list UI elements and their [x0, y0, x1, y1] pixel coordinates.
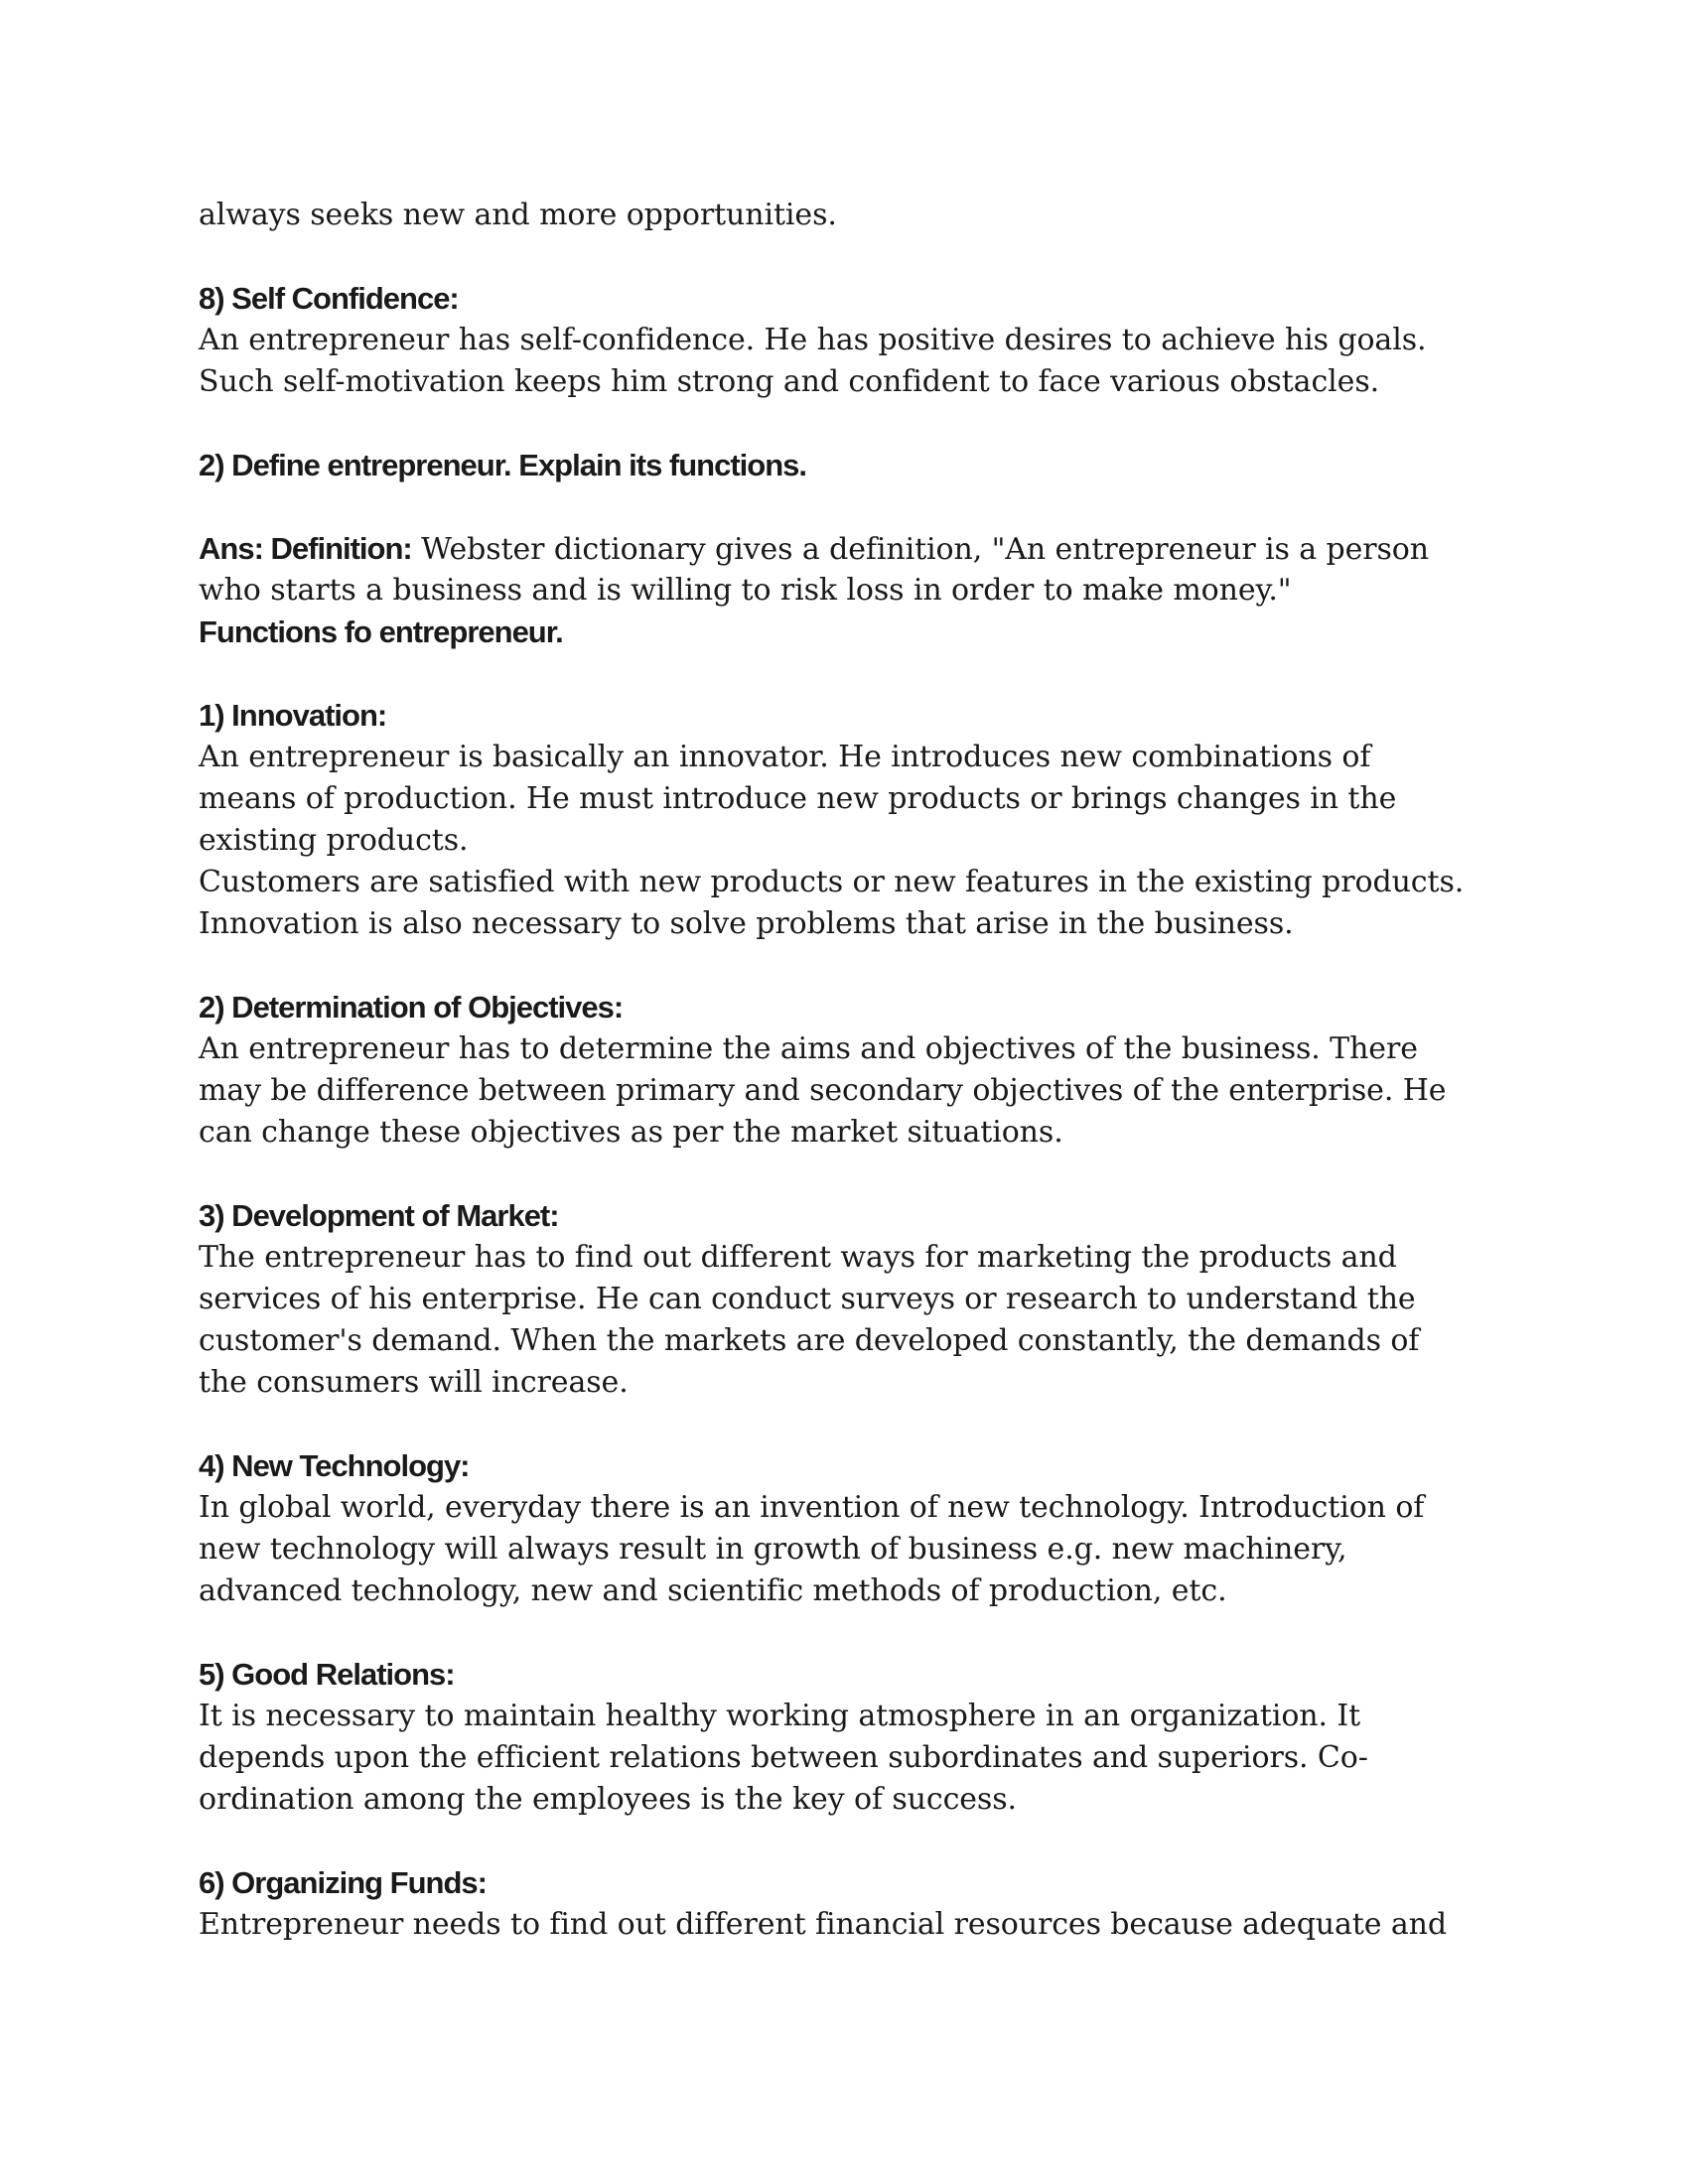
question-heading: 2) Define entrepreneur. Explain its functions.	[199, 448, 807, 482]
spacer	[199, 1821, 1489, 1862]
section-line: the consumers will increase.	[199, 1365, 629, 1400]
answer-definition-text: Webster dictionary gives a definition, "An entrepreneur is a person	[411, 532, 1429, 567]
section-heading-innovation: 1) Innovation:	[199, 698, 387, 733]
section-line: An entrepreneur has to determine the aims and objectives of the business. There	[199, 1031, 1418, 1066]
section-line: can change these objectives as per the market situations.	[199, 1115, 1063, 1150]
section-heading-relations: 5) Good Relations:	[199, 1657, 455, 1692]
spacer	[199, 486, 1489, 528]
self-confidence-line-2: Such self-motivation keeps him strong and confident to face various obstacles.	[199, 364, 1380, 399]
answer-line-2: who starts a business and is willing to risk loss in order to make money."	[199, 573, 1292, 608]
section-heading-funds: 6) Organizing Funds:	[199, 1865, 487, 1900]
spacer	[199, 1404, 1489, 1445]
section-line: means of production. He must introduce new products or brings changes in the	[199, 781, 1397, 816]
section-line: Customers are satisfied with new products or new features in the existing products.	[199, 865, 1465, 899]
section-line: existing products.	[199, 823, 469, 858]
section-line: depends upon the efficient relations between subordinates and superiors. Co-	[199, 1740, 1368, 1775]
intro-line: always seeks new and more opportunities.	[199, 198, 837, 232]
section-line: Entrepreneur needs to find out different financial resources because adequate and	[199, 1907, 1447, 1942]
section-line: new technology will always result in growth of business e.g. new machinery,	[199, 1532, 1347, 1567]
answer-line-1	[199, 528, 1489, 570]
section-heading-market: 3) Development of Market:	[199, 1198, 559, 1233]
self-confidence-line-1: An entrepreneur has self-confidence. He has positive desires to achieve his goals.	[199, 323, 1427, 357]
self-confidence-heading: 8) Self Confidence:	[199, 281, 459, 316]
spacer	[199, 945, 1489, 987]
spacer	[199, 403, 1489, 445]
document-page	[199, 195, 1489, 1946]
answer-label: Ans: Definition:	[199, 531, 412, 566]
spacer	[199, 1154, 1489, 1195]
section-line: Innovation is also necessary to solve problems that arise in the business.	[199, 906, 1294, 941]
section-line: may be difference between primary and secondary objectives of the enterprise. He	[199, 1073, 1447, 1108]
functions-heading: Functions fo entrepreneur.	[199, 614, 563, 649]
spacer	[199, 236, 1489, 278]
section-heading-objectives: 2) Determination of Objectives:	[199, 990, 624, 1024]
section-line: An entrepreneur is basically an innovator. He introduces new combinations of	[199, 740, 1371, 774]
section-line: advanced technology, new and scientific methods of production, etc.	[199, 1573, 1227, 1608]
section-heading-technology: 4) New Technology:	[199, 1448, 470, 1483]
section-line: services of his enterprise. He can conduct surveys or research to understand the	[199, 1282, 1416, 1316]
section-line: customer's demand. When the markets are developed constantly, the demands of	[199, 1323, 1420, 1358]
section-line: It is necessary to maintain healthy working atmosphere in an organization. It	[199, 1699, 1361, 1733]
section-line: In global world, everyday there is an invention of new technology. Introduction of	[199, 1490, 1425, 1525]
section-line: ordination among the employees is the key of success.	[199, 1782, 1017, 1817]
spacer	[199, 1612, 1489, 1654]
section-line: The entrepreneur has to find out different ways for marketing the products and	[199, 1240, 1397, 1275]
spacer	[199, 653, 1489, 695]
